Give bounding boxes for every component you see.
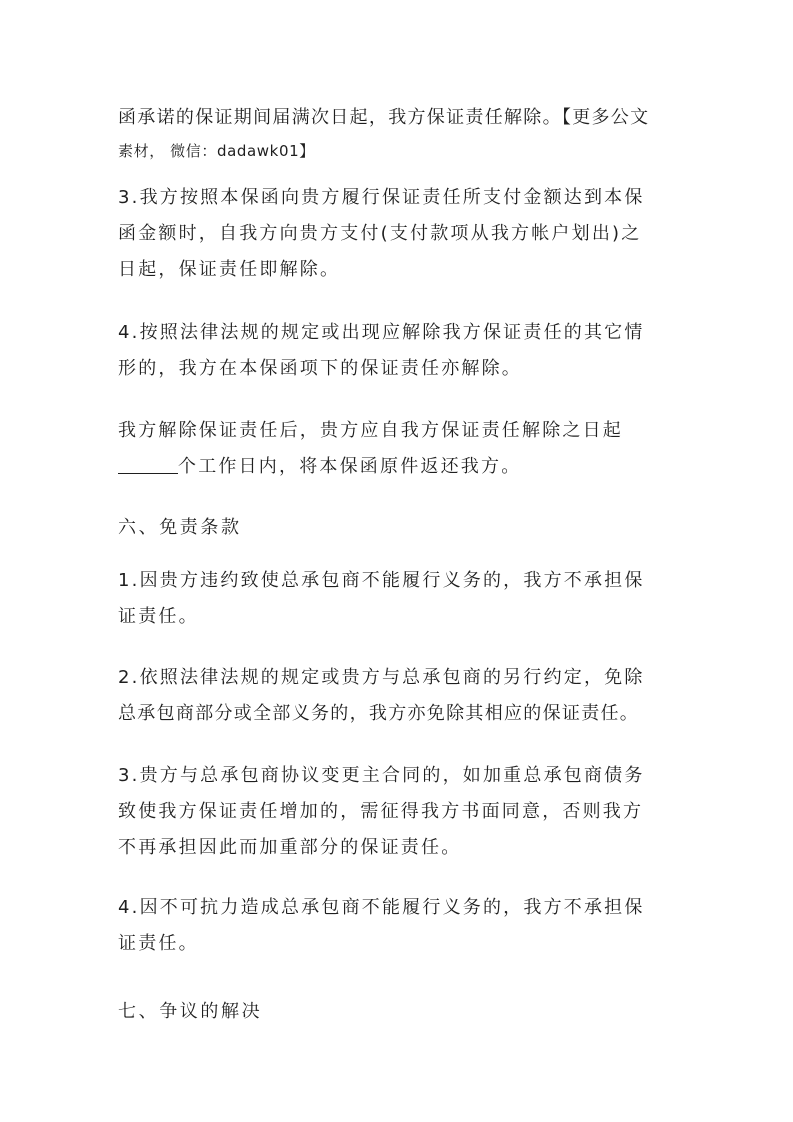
- section-heading-text: 七、争议的解决: [118, 1001, 263, 1022]
- text-line: 我方解除保证责任后，贵方应自我方保证责任解除之日起: [118, 420, 623, 441]
- text-line: 4.因不可抗力造成总承包商不能履行义务的，我方不承担保: [118, 897, 645, 918]
- text-line: 日起，保证责任即解除。: [118, 259, 341, 280]
- text-line: 证责任。: [118, 933, 199, 954]
- paragraph-clause-4-other-release: [118, 315, 678, 387]
- fill-in-blank: [118, 451, 178, 474]
- paragraph-guarantee-period-end: [118, 100, 678, 166]
- section-heading-dispute-resolution: [118, 994, 678, 1030]
- text-line: 形的，我方在本保函项下的保证责任亦解除。: [118, 358, 522, 379]
- section-heading-text: 六、免责条款: [118, 517, 242, 538]
- text-line: 4.按照法律法规的规定或出现应解除我方保证责任的其它情: [118, 322, 645, 343]
- text-line: 不再承担因此而加重部分的保证责任。: [118, 837, 462, 858]
- text-line: 2.依照法律法规的规定或贵方与总承包商的另行约定，免除: [118, 667, 645, 688]
- paragraph-exemption-1: [118, 563, 678, 635]
- paragraph-clause-3-payment: [118, 180, 678, 288]
- text-line: 3.贵方与总承包商协议变更主合同的，如加重总承包商债务: [118, 765, 645, 786]
- text-line: [118, 449, 678, 485]
- text-line: 3.我方按照本保函向贵方履行保证责任所支付金额达到本保: [118, 187, 645, 208]
- text-line: 致使我方保证责任增加的，需征得我方书面同意，否则我方: [118, 801, 644, 822]
- text-line: 1.因贵方违约致使总承包商不能履行义务的，我方不承担保: [118, 570, 645, 591]
- text-line: 证责任。: [118, 606, 199, 627]
- text-line: 总承包商部分或全部义务的，我方亦免除其相应的保证责任。: [118, 703, 640, 724]
- paragraph-exemption-4: [118, 890, 678, 962]
- text-line: 素材， 微信：dadawk01】: [118, 142, 315, 160]
- text-line: 函承诺的保证期间届满次日起，我方保证责任解除。【更多公文: [118, 107, 650, 128]
- text-line: 函金额时，自我方向贵方支付(支付款项从我方帐户划出)之: [118, 223, 642, 244]
- paragraph-exemption-2: [118, 660, 678, 732]
- paragraph-exemption-3: [118, 758, 678, 866]
- section-heading-exemption: [118, 510, 678, 546]
- text-fragment: 个工作日内，将本保函原件返还我方。: [178, 456, 522, 477]
- paragraph-return-original: [118, 413, 678, 485]
